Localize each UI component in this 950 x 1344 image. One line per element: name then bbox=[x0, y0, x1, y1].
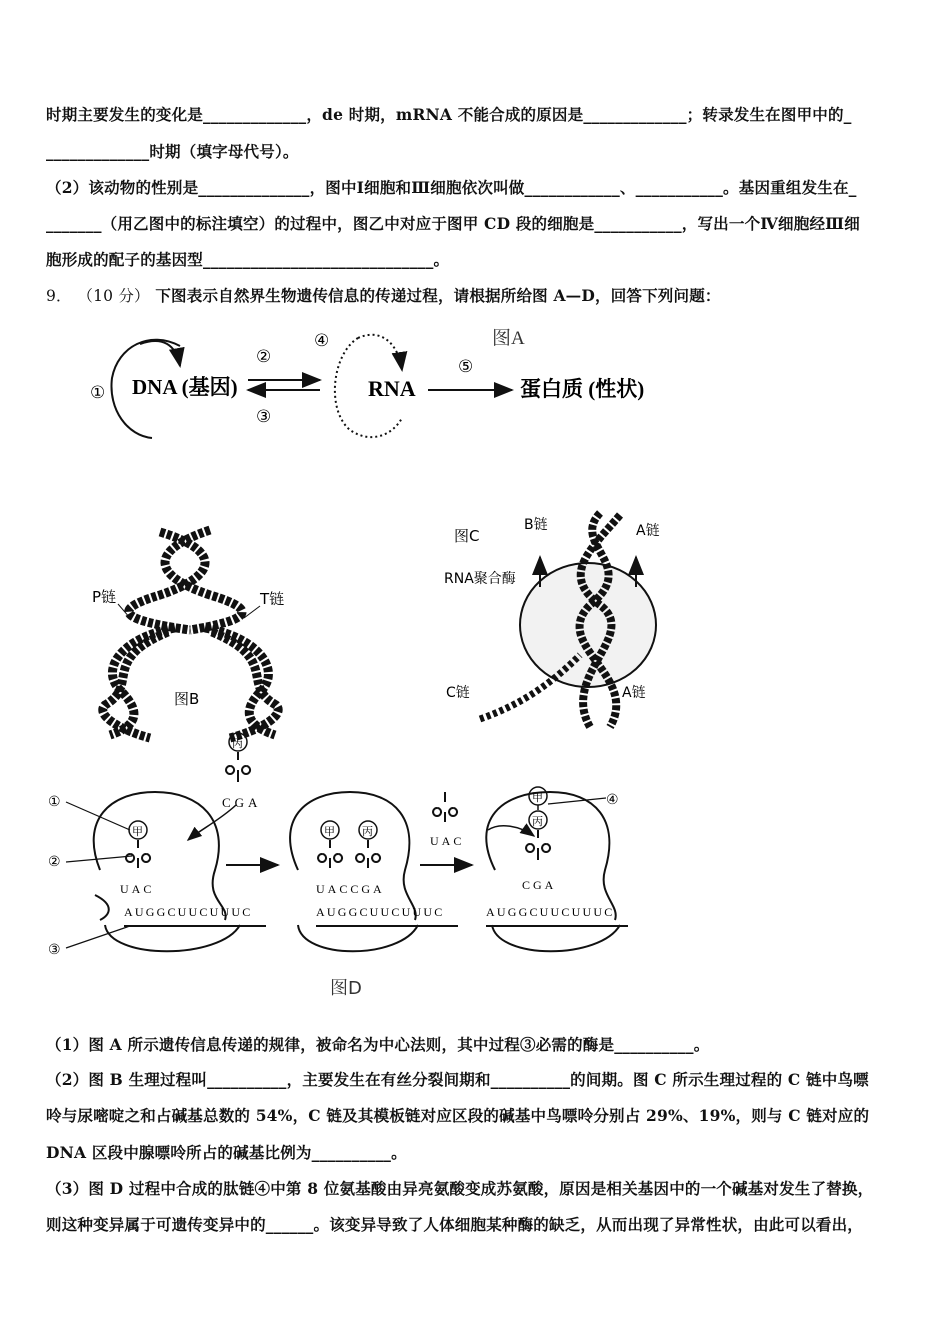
protein-trait-label: 蛋白质 (性状) bbox=[520, 377, 645, 401]
q9-sub2-line-1: （2）图 B 生理过程叫__________，主要发生在有丝分裂间期和__________的间期。图 C 所示生理过程的 C 链中鸟嘌 bbox=[46, 1070, 869, 1089]
fig-d-label-2: ② bbox=[48, 855, 61, 870]
cell2-aa-jia: 甲 bbox=[324, 825, 335, 838]
cell1-anticodon: UAC bbox=[120, 882, 155, 896]
b-chain-label: B链 bbox=[524, 517, 548, 533]
fig-a-label-4: ④ bbox=[314, 331, 330, 350]
q9-score: （10 分） bbox=[77, 287, 150, 305]
figure-a-title: 图A bbox=[492, 328, 525, 349]
figure-b bbox=[80, 520, 320, 750]
cell1-aa-jia: 甲 bbox=[132, 825, 143, 838]
figure-b-title: 图B bbox=[174, 690, 200, 708]
t-chain-label: T链 bbox=[260, 590, 285, 608]
q8-line-2: _____________时期（填字母代号）。 bbox=[46, 142, 299, 161]
figure-a bbox=[80, 318, 700, 448]
fig-d-label-1: ① bbox=[48, 795, 61, 810]
q8-line-1: 时期主要发生的变化是_____________，de 时期，mRNA 不能合成的原因是_____________；转录发生在图甲中的_ bbox=[46, 105, 852, 124]
free-trna-aa-bing: 丙 bbox=[232, 737, 243, 750]
p-chain-label: P链 bbox=[92, 588, 117, 606]
q8-part2-line-2: _______（用乙图中的标注填空）的过程中，图乙中对应于图甲 CD 段的细胞是___________，写出一个Ⅳ细胞经Ⅲ细 bbox=[46, 214, 860, 233]
ribosome-1-small bbox=[105, 925, 240, 951]
q8-part2-line-1: （2）该动物的性别是______________，图中Ⅰ细胞和Ⅲ细胞依次叫做____________、___________。基因重组发生在_ bbox=[46, 178, 857, 197]
cell3-aa-jia: 甲 bbox=[532, 791, 543, 804]
q9-stem: 下图表示自然界生物遗传信息的传递过程，请根据所给图 A—D，回答下列问题： bbox=[155, 286, 721, 305]
q9-sub2-line-3: DNA 区段中腺嘌呤所占的碱基比例为__________。 bbox=[46, 1143, 407, 1162]
q9-sub3-line-1: （3）图 D 过程中合成的肽链④中第 8 位氨基酸由异亮氨酸变成苏氨酸，原因是相关基因中的一个碱基对发生了替换， bbox=[46, 1179, 874, 1198]
fig-a-label-5: ⑤ bbox=[458, 357, 474, 376]
ribosome-2-small bbox=[298, 925, 418, 951]
free-trna-anticodon: CGA bbox=[222, 795, 262, 810]
q9-stem-line bbox=[46, 284, 906, 306]
q9-sub3-line-2: 则这种变异属于可遗传变异中的______。该变异导致了人体细胞某种酶的缺乏，从而出现了异常性状，由此可以看出， bbox=[46, 1215, 864, 1234]
cell2-anticodons: UACCGA bbox=[316, 882, 385, 896]
rna-replication-arrow bbox=[358, 335, 402, 370]
fig-a-label-2: ② bbox=[256, 347, 272, 366]
a-chain-top-label: A链 bbox=[636, 523, 660, 539]
helix-strand-upper-b bbox=[165, 530, 242, 630]
cell2-aa-bing: 丙 bbox=[362, 825, 373, 838]
dna-replication-arrow bbox=[140, 341, 180, 366]
mrna-seq-1: AUGGCUUCUUUC bbox=[124, 905, 253, 919]
ribosome-2-large bbox=[290, 792, 416, 920]
figure-d bbox=[40, 730, 660, 1005]
q8-part2-line-3: 胞形成的配子的基因型_____________________________。 bbox=[46, 250, 450, 269]
q9-sub2-line-2: 呤与尿嘧啶之和占碱基总数的 54%，C 链及其模板链对应区段的碱基中鸟嘌呤分别占 29%、19%，则与 C 链对应的 bbox=[46, 1106, 870, 1125]
figure-c bbox=[440, 505, 680, 735]
dna-gene-label: DNA (基因) bbox=[132, 375, 238, 399]
fig-d-label-3: ③ bbox=[48, 943, 61, 958]
helix-strand-upper-a bbox=[129, 532, 205, 630]
figure-c-title: 图C bbox=[454, 527, 480, 545]
mrna-seq-3: AUGGCUUCUUUC bbox=[486, 905, 615, 919]
ribosome-1-large bbox=[94, 792, 226, 920]
fig-d-label-4: ④ bbox=[606, 793, 619, 808]
ribosome-3-large bbox=[486, 792, 615, 920]
mrna-seq-2: AUGGCUUCUUUC bbox=[316, 905, 445, 919]
a-chain-bottom-label: A链 bbox=[622, 685, 646, 701]
fig-a-label-3: ③ bbox=[256, 407, 272, 426]
q9-number: 9． bbox=[46, 287, 72, 305]
c-chain-label: C链 bbox=[446, 685, 470, 701]
free-trna-uac: UAC bbox=[430, 834, 465, 848]
figure-d-title: 图D bbox=[330, 978, 362, 999]
cell3-aa-bing: 丙 bbox=[532, 815, 543, 828]
cell3-anticodon: CGA bbox=[522, 878, 557, 892]
rna-label: RNA bbox=[368, 376, 416, 401]
rna-polymerase-label: RNA聚合酶 bbox=[444, 571, 516, 587]
fig-a-label-1: ① bbox=[90, 383, 106, 402]
ribosome-3-small bbox=[492, 925, 620, 951]
q9-sub1: （1）图 A 所示遗传信息传递的规律，被命名为中心法则，其中过程③必需的酶是__________。 bbox=[46, 1035, 710, 1054]
